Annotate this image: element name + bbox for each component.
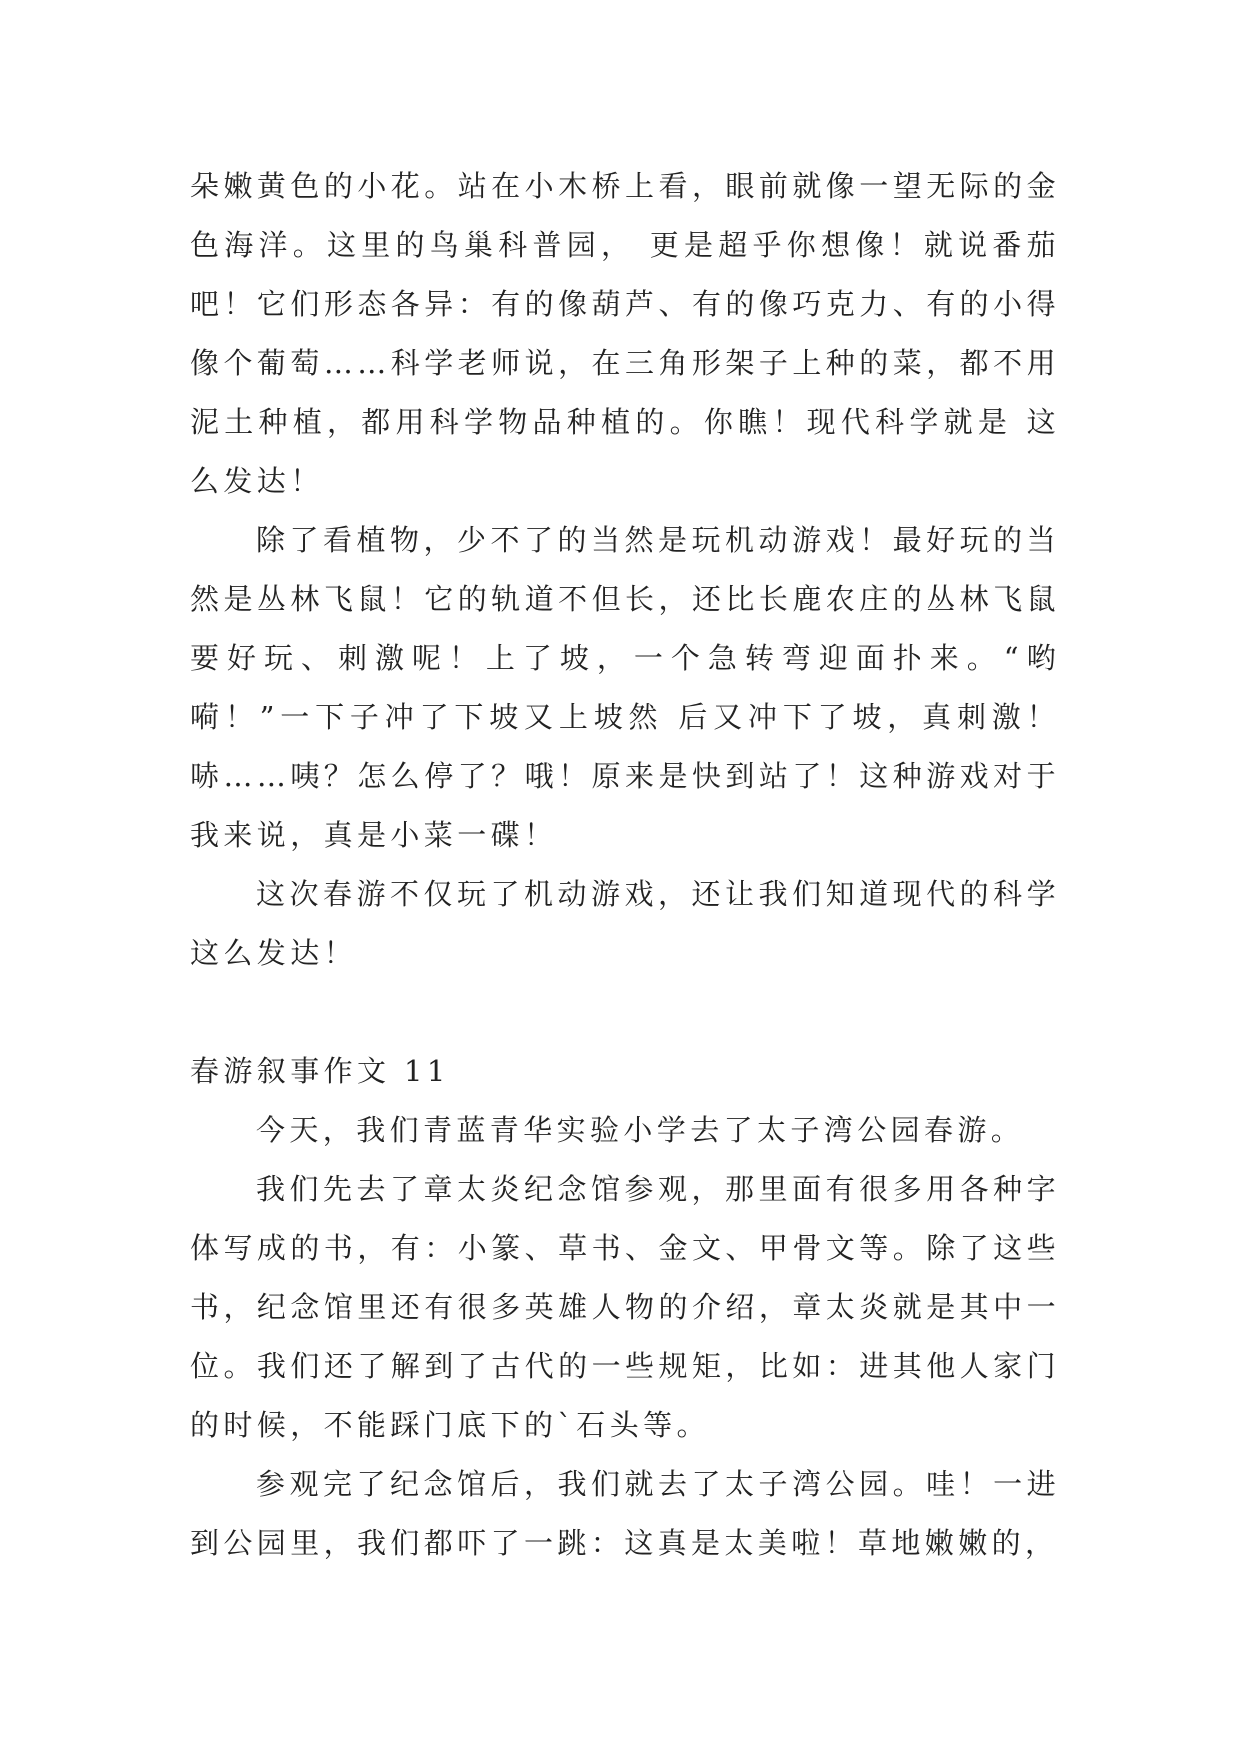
paragraph-5: 我们先去了章太炎纪念馆参观，那里面有很多用各种字体写成的书，有：小篆、草书、金文、甲骨文等。除了这些书，纪念馆里还有很多英雄人物的介绍，章太炎就是其中一位。我们还了解到了古代的一些规矩，比如：进其他人家门的时候，不能踩门底下的`石头等。 bbox=[190, 1172, 1060, 1442]
paragraph-6: 参观完了纪念馆后，我们就去了太子湾公园。哇！一进到公园里，我们都吓了一跳：这真是太美啦！草地嫩嫩的， bbox=[190, 1467, 1060, 1560]
paragraph-2: 除了看植物，少不了的当然是玩机动游戏！最好玩的当然是丛林飞鼠！它的轨道不但长，还比长鹿农庄的丛林飞鼠要好玩、刺激呢！上了坡，一个急转弯迎面扑来。“哟嗬！”一下子冲了下坡又上坡然 后又冲下了坡，真刺激！哧……咦？怎么停了？哦！原来是快到站了！这种游戏对于我来说，真是小菜一碟！ bbox=[190, 523, 1060, 852]
paragraph-1: 朵嫩黄色的小花。站在小木桥上看，眼前就像一望无际的金色海洋。这里的鸟巢科普园， 更是超乎你想像！就说番茄吧！它们形态各异：有的像葫芦、有的像巧克力、有的小得像个葡萄……科学老师说，在三角形架子上种的菜，都不用泥土种植，都用科学物品种植的。你瞧！现代科学就是 这么发达！ bbox=[190, 169, 1060, 498]
section-title: 春游叙事作文 11 bbox=[190, 1054, 450, 1088]
section-gap bbox=[190, 983, 1060, 1042]
paragraph-4: 今天，我们青蓝青华实验小学去了太子湾公园春游。 bbox=[256, 1113, 1025, 1147]
paragraph-3: 这次春游不仅玩了机动游戏，还让我们知道现代的科学这么发达！ bbox=[190, 877, 1060, 970]
document-page bbox=[190, 157, 1060, 1573]
